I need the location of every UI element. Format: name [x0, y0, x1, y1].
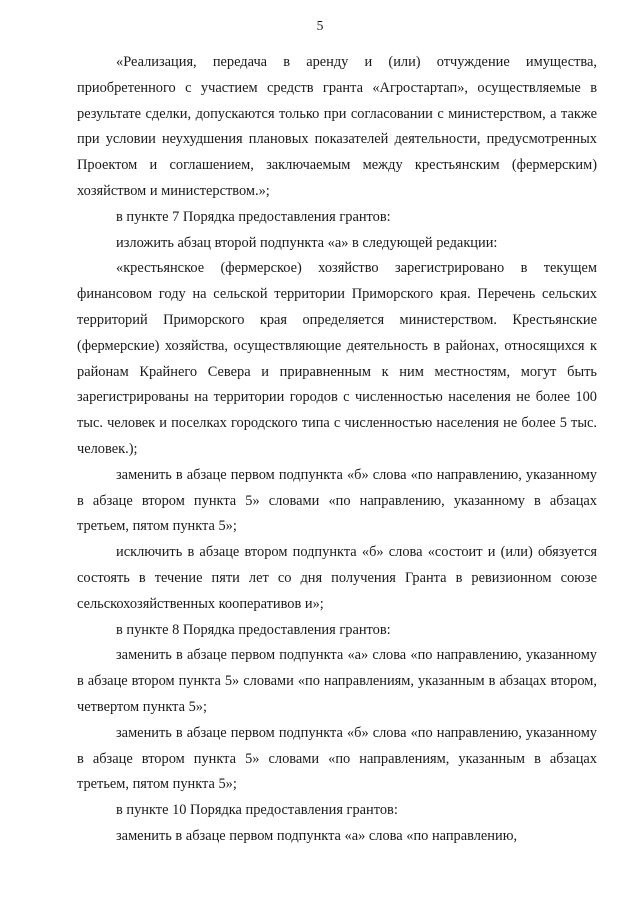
paragraph-point-7-heading: в пункте 7 Порядка предоставления грантов:	[116, 208, 391, 225]
paragraph-point-8-subpoint-a: заменить в абзаце первом подпункта «а» слова «по направлению, указанному в абзаце втором пункта 5» словами «по направлениям, указанным в абзацах втором, четвертом пункта 5»;	[77, 647, 597, 715]
paragraph-point-10-heading: в пункте 10 Порядка предоставления грантов:	[116, 802, 398, 819]
paragraph-point-10-subpoint-a: заменить в абзаце первом подпункта «а» слова «по направлению,	[116, 827, 518, 844]
page-number: 5	[316, 18, 324, 33]
paragraph-property-disposal: «Реализация, передача в аренду и (или) отчуждение имущества, приобретенного с участием средств гранта «Агростартап», осуществляемые в результате сделки, допускаются только при согласовании с министерством, а также при условии неухудшения плановых показателей деятельности, предусмотренных Проектом и соглашением, заключаемым между крестьянским (фермерским) хозяйством и министерством.»;	[77, 54, 597, 199]
paragraph-point-7-instruction: изложить абзац второй подпункта «а» в следующей редакции:	[116, 234, 498, 251]
paragraph-registration-text: «крестьянское (фермерское) хозяйство зарегистрировано в текущем финансовом году на сельской территории Приморского края. Перечень сельских территорий Приморского края определяется министерством. Крестьянские (фермерские) хозяйства, осуществляющие деятельность в районах, относящихся к районам Крайнего Севера и приравненным к ним местностям, могут быть зарегистрированы на территории городов с численностью населения не более 100 тыс. человек и поселках городского типа с численностью населения не более 5 тыс. человек.);	[77, 260, 597, 457]
paragraph-replace-subpoint-b: заменить в абзаце первом подпункта «б» слова «по направлению, указанному в абзаце втором пункта 5» словами «по направлению, указанному в абзацах третьем, пятом пункта 5»;	[77, 466, 597, 535]
paragraph-point-8-subpoint-b: заменить в абзаце первом подпункта «б» слова «по направлению, указанному в абзаце втором пункта 5» словами «по направлениям, указанным в абзацах третьем, пятом пункта 5»;	[77, 724, 597, 793]
document-body	[77, 50, 597, 850]
paragraph-point-8-heading: в пункте 8 Порядка предоставления грантов:	[116, 621, 391, 638]
paragraph-exclude-subpoint-b: исключить в абзаце втором подпункта «б» слова «состоит и (или) обязуется состоять в течение пяти лет со дня получения Гранта в ревизионном союзе сельскохозяйственных кооперативов и»;	[77, 544, 597, 612]
